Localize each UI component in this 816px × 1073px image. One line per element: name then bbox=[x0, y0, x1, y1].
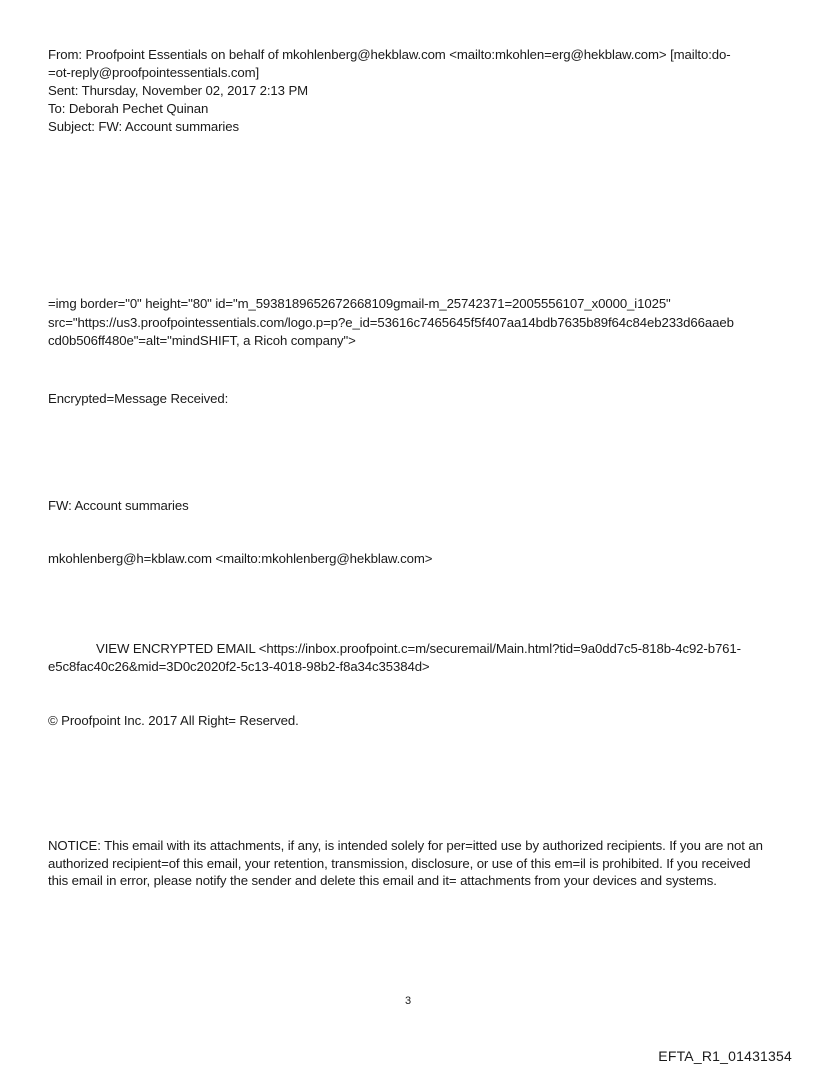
bates-number: EFTA_R1_01431354 bbox=[658, 1048, 792, 1064]
subject-line: Subject: FW: Account summaries bbox=[48, 119, 239, 134]
view-encrypted-email-link: VIEW ENCRYPTED EMAIL <https://inbox.proofpoint.c=m/securemail/Main.html?tid=9a0dd7c5-818b-4c92-b761- bbox=[96, 641, 741, 656]
encrypted-message-label: Encrypted=Message Received: bbox=[48, 391, 229, 406]
message-subject: FW: Account summaries bbox=[48, 498, 189, 513]
sent-line: Sent: Thursday, November 02, 2017 2:13 PM bbox=[48, 83, 309, 98]
from-line: From: Proofpoint Essentials on behalf of mkohlenberg@hekblaw.com <mailto:mkohlen=erg@hekblaw.com> [mailto:do- bbox=[48, 47, 731, 62]
view-encrypted-email-link-continued: e5c8fac40c26&mid=3D0c2020f2-5c13-4018-98b2-f8a34c35384d> bbox=[48, 659, 430, 674]
img-tag-line-3: cd0b506ff480e"=alt="mindSHIFT, a Ricoh company"> bbox=[48, 333, 356, 348]
img-tag-line-1: =img border="0" height="80" id="m_5938189652672668109gmail-m_25742371=2005556107_x0000_i1025" bbox=[48, 296, 671, 311]
page-number: 3 bbox=[404, 995, 412, 1007]
img-tag-line-2: src="https://us3.proofpointessentials.com/logo.p=p?e_id=53616c7465645f5f407aa14bdb7635b89f64c84eb233d66aaeb bbox=[48, 315, 734, 330]
legal-notice: NOTICE: This email with its attachments, if any, is intended solely for per=itted use by authorized recipients. If you are not an authorized recipient=of this email, your retention, transmission, disclosure, or use of this em=il is prohibited. If you received this email in error, please notify the sender and delete this email and it= attachments from your devices and systems. bbox=[48, 838, 763, 888]
copyright-notice: © Proofpoint Inc. 2017 All Right= Reserved. bbox=[48, 713, 299, 728]
sender-address: mkohlenberg@h=kblaw.com <mailto:mkohlenberg@hekblaw.com> bbox=[48, 551, 433, 566]
from-line-continued: =ot-reply@proofpointessentials.com] bbox=[48, 65, 260, 80]
to-line: To: Deborah Pechet Quinan bbox=[48, 101, 209, 116]
